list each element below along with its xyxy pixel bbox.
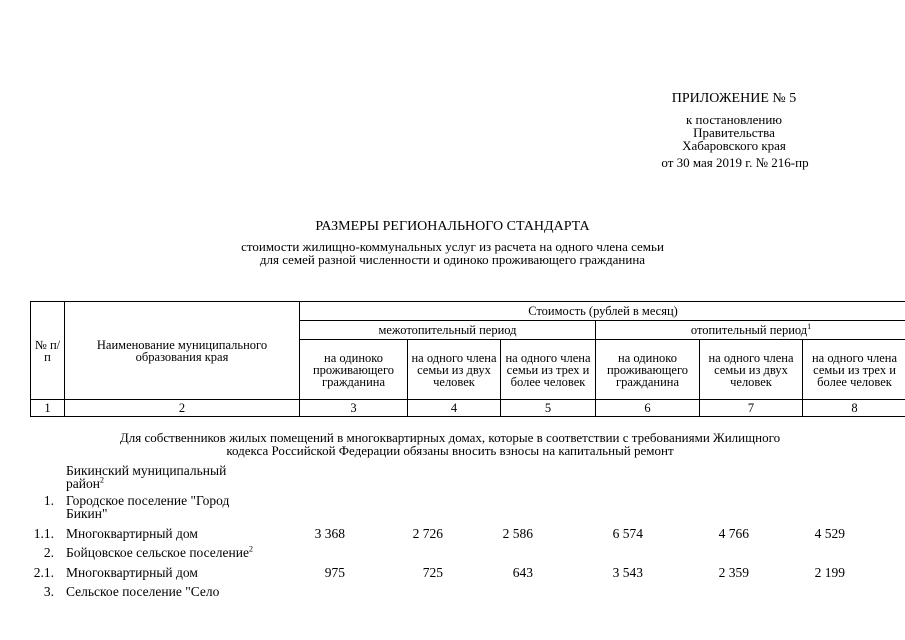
row-name — [66, 546, 326, 559]
appendix-date: от 30 мая 2019 г. № 216-пр — [661, 155, 809, 170]
value-cell: 4 766 — [718, 526, 749, 541]
appendix-line-3: Хабаровского края — [682, 138, 786, 153]
value-cell: 2 199 — [814, 565, 845, 580]
appendix-line-1: к постановлению — [685, 112, 783, 127]
col-name-header: Наименование муниципального образования края — [65, 302, 300, 400]
row-name-text: Бойцовское сельское поселение — [66, 545, 249, 560]
column-index: 8 — [803, 400, 905, 417]
appendix-line-2: Правительства — [693, 125, 775, 140]
value-cell: 2 359 — [718, 565, 749, 580]
standard-table-header — [30, 301, 905, 417]
row-name: Многоквартирный дом — [66, 565, 198, 580]
value-cell: 975 — [324, 565, 345, 580]
row-number: 2.1. — [33, 565, 54, 580]
period-heating-label: отопительный период — [690, 323, 808, 337]
period-heating-header — [596, 321, 905, 340]
row-name — [66, 464, 256, 490]
period-heating-footnote: 1 — [807, 321, 812, 331]
column-index: 2 — [65, 400, 300, 417]
document-subtitle-1: стоимости жилищно-коммунальных услуг из расчета на одного члена семьи — [241, 239, 664, 254]
row-number: 3. — [43, 584, 54, 599]
row-name: Городское поселение "Город Бикин" — [66, 493, 230, 521]
cost-header: Стоимость (рублей в месяц) — [300, 302, 905, 321]
sub-header-three-1: на одного члена семьи из трех и более человек — [501, 340, 596, 400]
column-index: 7 — [700, 400, 803, 417]
value-cell: 3 543 — [612, 565, 643, 580]
column-index: 3 — [300, 400, 408, 417]
value-cell: 725 — [422, 565, 443, 580]
document-title: РАЗМЕРЫ РЕГИОНАЛЬНОГО СТАНДАРТА — [315, 219, 590, 234]
column-index: 4 — [408, 400, 501, 417]
value-cell: 6 574 — [612, 526, 643, 541]
period-off-heating-header: межотопительный период — [300, 321, 596, 340]
sub-header-two-2: на одного члена семьи из двух человек — [700, 340, 803, 400]
row-footnote: 2 — [248, 544, 253, 554]
value-cell: 2 586 — [502, 526, 533, 541]
column-index: 6 — [596, 400, 700, 417]
row-number: 1.1. — [33, 526, 54, 541]
sub-header-single-1: на одиноко проживающего гражданина — [300, 340, 408, 400]
sub-header-two-1: на одного члена семьи из двух человек — [408, 340, 501, 400]
sub-header-single-2: на одиноко проживающего гражданина — [596, 340, 700, 400]
document-subtitle-2: для семей разной численности и одиноко проживающего гражданина — [259, 252, 646, 267]
appendix-title: ПРИЛОЖЕНИЕ № 5 — [671, 91, 797, 106]
value-cell: 2 726 — [412, 526, 443, 541]
sub-header-three-2: на одного члена семьи из трех и более человек — [803, 340, 905, 400]
row-name: Сельское поселение "Село — [66, 584, 220, 599]
column-index: 5 — [501, 400, 596, 417]
value-cell: 643 — [512, 565, 533, 580]
col-number-header: № п/п — [31, 302, 65, 400]
row-number: 1. — [43, 493, 54, 508]
value-cell: 3 368 — [314, 526, 345, 541]
section-note: Для собственников жилых помещений в многоквартирных домах, которые в соответствии с требованиями Жилищного кодекса Российской Федерации обязаны вносить взносы на капитальный ремонт — [119, 430, 781, 458]
row-footnote: 2 — [99, 475, 104, 485]
value-cell: 4 529 — [814, 526, 845, 541]
row-name-text: Бикинский муниципальный район — [66, 463, 227, 491]
column-index: 1 — [31, 400, 65, 417]
row-number: 2. — [43, 545, 54, 560]
row-name: Многоквартирный дом — [66, 526, 198, 541]
